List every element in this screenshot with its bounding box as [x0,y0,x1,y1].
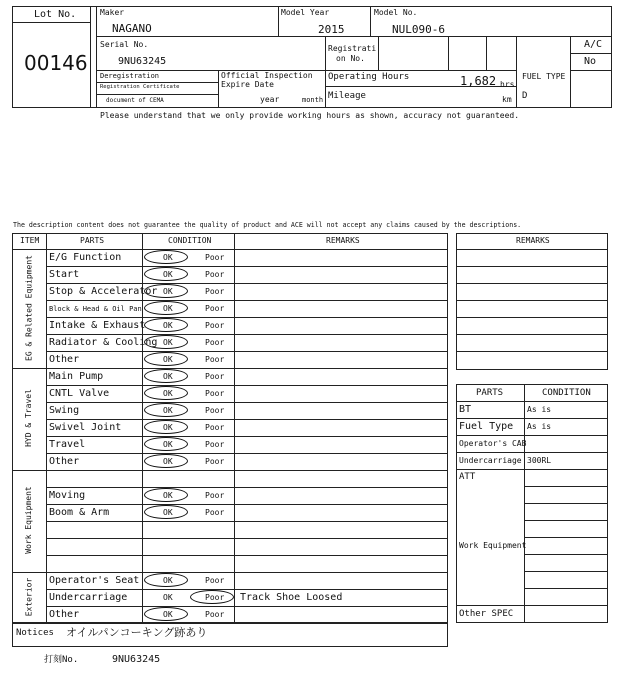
remarks-header: REMARKS [516,236,550,245]
poor-label: Poor [205,440,225,449]
header-divider [570,70,612,71]
ok-circle [144,318,188,332]
poor-label: Poor [205,304,225,313]
ok-label: OK [163,457,173,466]
row-divider [456,351,608,352]
ok-circle [144,250,188,264]
row-divider [456,283,608,284]
poor-label: Poor [205,338,225,347]
ok-circle [144,335,188,349]
spec-part: BT [459,404,472,415]
spec-condition: 300RL [527,456,552,465]
row-divider [456,249,608,250]
poor-label: Poor [205,491,225,500]
row-divider [46,555,448,556]
parts-header: PARTS [476,388,504,398]
header-divider [486,36,487,70]
row-divider [524,520,608,521]
deregistration-label: Deregistration [100,72,160,80]
fuel-type-label: FUEL TYPE [522,72,566,81]
header-divider [90,6,91,108]
part-label: Other [49,456,80,467]
ok-label: OK [163,372,173,381]
row-divider [46,521,448,522]
group-divider [12,368,448,369]
row-divider [456,418,608,419]
registration-certificate-label: Registration Certificate [100,84,180,90]
row-divider [46,300,448,301]
maker-label: Maker [100,8,125,17]
part-label: Intake & Exhaust [49,320,146,331]
ok-circle [144,284,188,298]
group-label: HYD & Travel [24,389,33,447]
row-divider [46,606,448,607]
month-label: month [302,96,324,104]
operating-hours-label: Operating Hours [328,72,410,82]
col-header-parts: PARTS [80,236,105,245]
ok-label: OK [163,355,173,364]
row-divider [46,317,448,318]
work-equipment-label: Work Equipment [459,541,527,550]
row-divider [46,538,448,539]
row-divider [46,453,448,454]
row-divider [46,351,448,352]
hours-note: Please understand that we only provide working hours as shown, accuracy not guaranteed. [100,111,520,120]
year-label: year [260,95,280,104]
ok-circle [144,454,188,468]
part-label: E/G Function [49,252,122,263]
row-divider [46,487,448,488]
row-divider [46,504,448,505]
row-divider [456,435,608,436]
table-divider [12,249,448,250]
ok-label: OK [163,253,173,262]
remark-text: Track Shoe Loosed [240,592,343,603]
ac-label: A/C [584,39,603,50]
part-label: Boom & Arm [49,507,110,518]
poor-label: Poor [205,389,225,398]
header-divider [218,70,219,108]
group-label: Work Equipment [24,486,33,554]
row-divider [456,317,608,318]
att-label: ATT [459,472,476,482]
serial-no-value: 9NU63245 [118,56,167,67]
other-spec-label: Other SPEC [459,609,514,619]
row-divider [46,385,448,386]
part-label: Moving [49,490,86,501]
group-label: EG & Related Equipment [24,254,33,361]
ok-circle [144,301,188,315]
row-divider [456,452,608,453]
poor-label: Poor [205,423,225,432]
ok-circle [144,488,188,502]
poor-label: Poor [205,270,225,279]
row-divider [456,401,608,402]
ok-label: OK [163,508,173,517]
part-label: Block & Head & Oil Pan [49,305,142,313]
header-divider [370,6,371,36]
ok-label: OK [163,440,173,449]
part-label: Undercarriage [49,592,128,603]
official-inspection-label: Official Inspection [221,71,313,80]
group-label: Exterior [24,577,33,616]
part-label: Radiator & Cooling [49,337,158,348]
poor-label: Poor [205,508,225,517]
ok-label: OK [163,576,173,585]
ok-circle [144,420,188,434]
hrs-label: hrs [500,80,515,89]
poor-label: Poor [205,321,225,330]
maker-value: NAGANO [112,22,152,35]
notices-text: オイルパンコーキング跡あり [66,626,208,639]
col-header-remarks: REMARKS [326,236,360,245]
header-divider [96,6,97,108]
fuel-type-value: D [522,91,528,101]
ok-circle [144,505,188,519]
row-divider [524,571,608,572]
part-label: Operator's Seat [49,575,140,586]
header-divider [570,53,612,54]
row-divider [524,486,608,487]
spec-condition: As is [527,405,552,414]
part-label: Other [49,354,80,365]
ok-label: OK [163,304,173,313]
ok-label: OK [163,338,173,347]
row-divider [46,283,448,284]
row-divider [46,589,448,590]
row-divider [456,300,608,301]
row-divider [46,334,448,335]
header-divider [12,22,90,23]
row-divider [46,419,448,420]
mileage-label: Mileage [328,91,366,101]
ok-label: OK [163,389,173,398]
table-divider [46,233,47,623]
header-divider [96,94,218,95]
model-no-label: Model No. [374,8,418,17]
lot-no-value: 00146 [24,51,88,75]
ok-label: OK [163,491,173,500]
part-label: Swing [49,405,80,416]
part-label: Stop & Accelerator [49,286,158,297]
model-year-value: 2015 [318,23,345,36]
header-divider [325,36,326,108]
spec-condition: As is [527,422,552,431]
ok-label: OK [163,406,173,415]
remarks-frame [456,233,608,370]
ok-circle [144,607,188,621]
registration-label: Registrati [328,44,377,53]
ok-circle [144,267,188,281]
operating-hours-value: 1,682 [460,74,497,88]
row-divider [524,588,608,589]
row-divider [456,469,608,470]
document-cema-label: document of CEMA [106,97,164,104]
spec-part: Operator's CAB [459,439,527,448]
serial-no-label: Serial No. [100,40,149,49]
header-divider [516,36,517,108]
ok-circle [144,386,188,400]
ok-label: OK [163,287,173,296]
stamp-value: 9NU63245 [112,654,161,665]
row-divider [456,334,608,335]
col-header-item: ITEM [20,236,40,245]
group-divider [12,470,448,471]
km-label: km [502,95,512,104]
row-divider [524,554,608,555]
condition-header: CONDITION [542,388,591,398]
model-no-value: NUL090-6 [392,23,445,36]
ok-circle [144,403,188,417]
poor-circle [190,590,234,604]
poor-label: Poor [205,457,225,466]
header-divider [448,36,449,70]
lot-no-label: Lot No. [34,9,77,20]
poor-label: Poor [205,610,225,619]
poor-label: Poor [205,287,225,296]
part-label: CNTL Valve [49,388,110,399]
ok-circle [144,369,188,383]
header-divider [96,82,218,83]
col-header-condition: CONDITION [168,236,212,245]
row-divider [46,402,448,403]
ok-label: OK [163,270,173,279]
header-divider [96,36,612,37]
header-divider [378,36,379,70]
poor-label: Poor [205,406,225,415]
registration-label: on No. [336,54,365,63]
row-divider [46,436,448,437]
ok-label: OK [163,321,173,330]
part-label: Start [49,269,80,280]
ok-label: OK [163,423,173,432]
part-label: Travel [49,439,86,450]
model-year-label: Model Year [281,8,330,17]
row-divider [524,503,608,504]
ac-value: No [584,56,597,67]
poor-label: Poor [205,372,225,381]
spec-part: Undercarriage [459,456,522,465]
disclaimer: The description content does not guarantee the quality of product and ACE will not accept any claims caused by the descriptions. [13,221,522,229]
expire-date-label: Expire Date [221,80,274,89]
poor-label: Poor [205,355,225,364]
part-label: Other [49,609,80,620]
part-label: Swivel Joint [49,422,122,433]
ok-circle [144,352,188,366]
row-divider [46,266,448,267]
poor-label: Poor [205,576,225,585]
poor-label: Poor [205,593,225,602]
stamp-label: 打刻No. [44,655,79,665]
row-divider [456,605,608,606]
notices-label: Notices [16,628,54,638]
spec-part: Fuel Type [459,421,514,432]
ok-label: OK [163,610,173,619]
poor-label: Poor [205,253,225,262]
ok-circle [144,437,188,451]
header-divider [278,6,279,36]
header-divider [570,36,571,108]
part-label: Main Pump [49,371,104,382]
group-divider [12,572,448,573]
ok-label: OK [163,593,173,602]
table-divider [234,233,235,623]
row-divider [524,537,608,538]
row-divider [456,266,608,267]
ok-circle [144,573,188,587]
